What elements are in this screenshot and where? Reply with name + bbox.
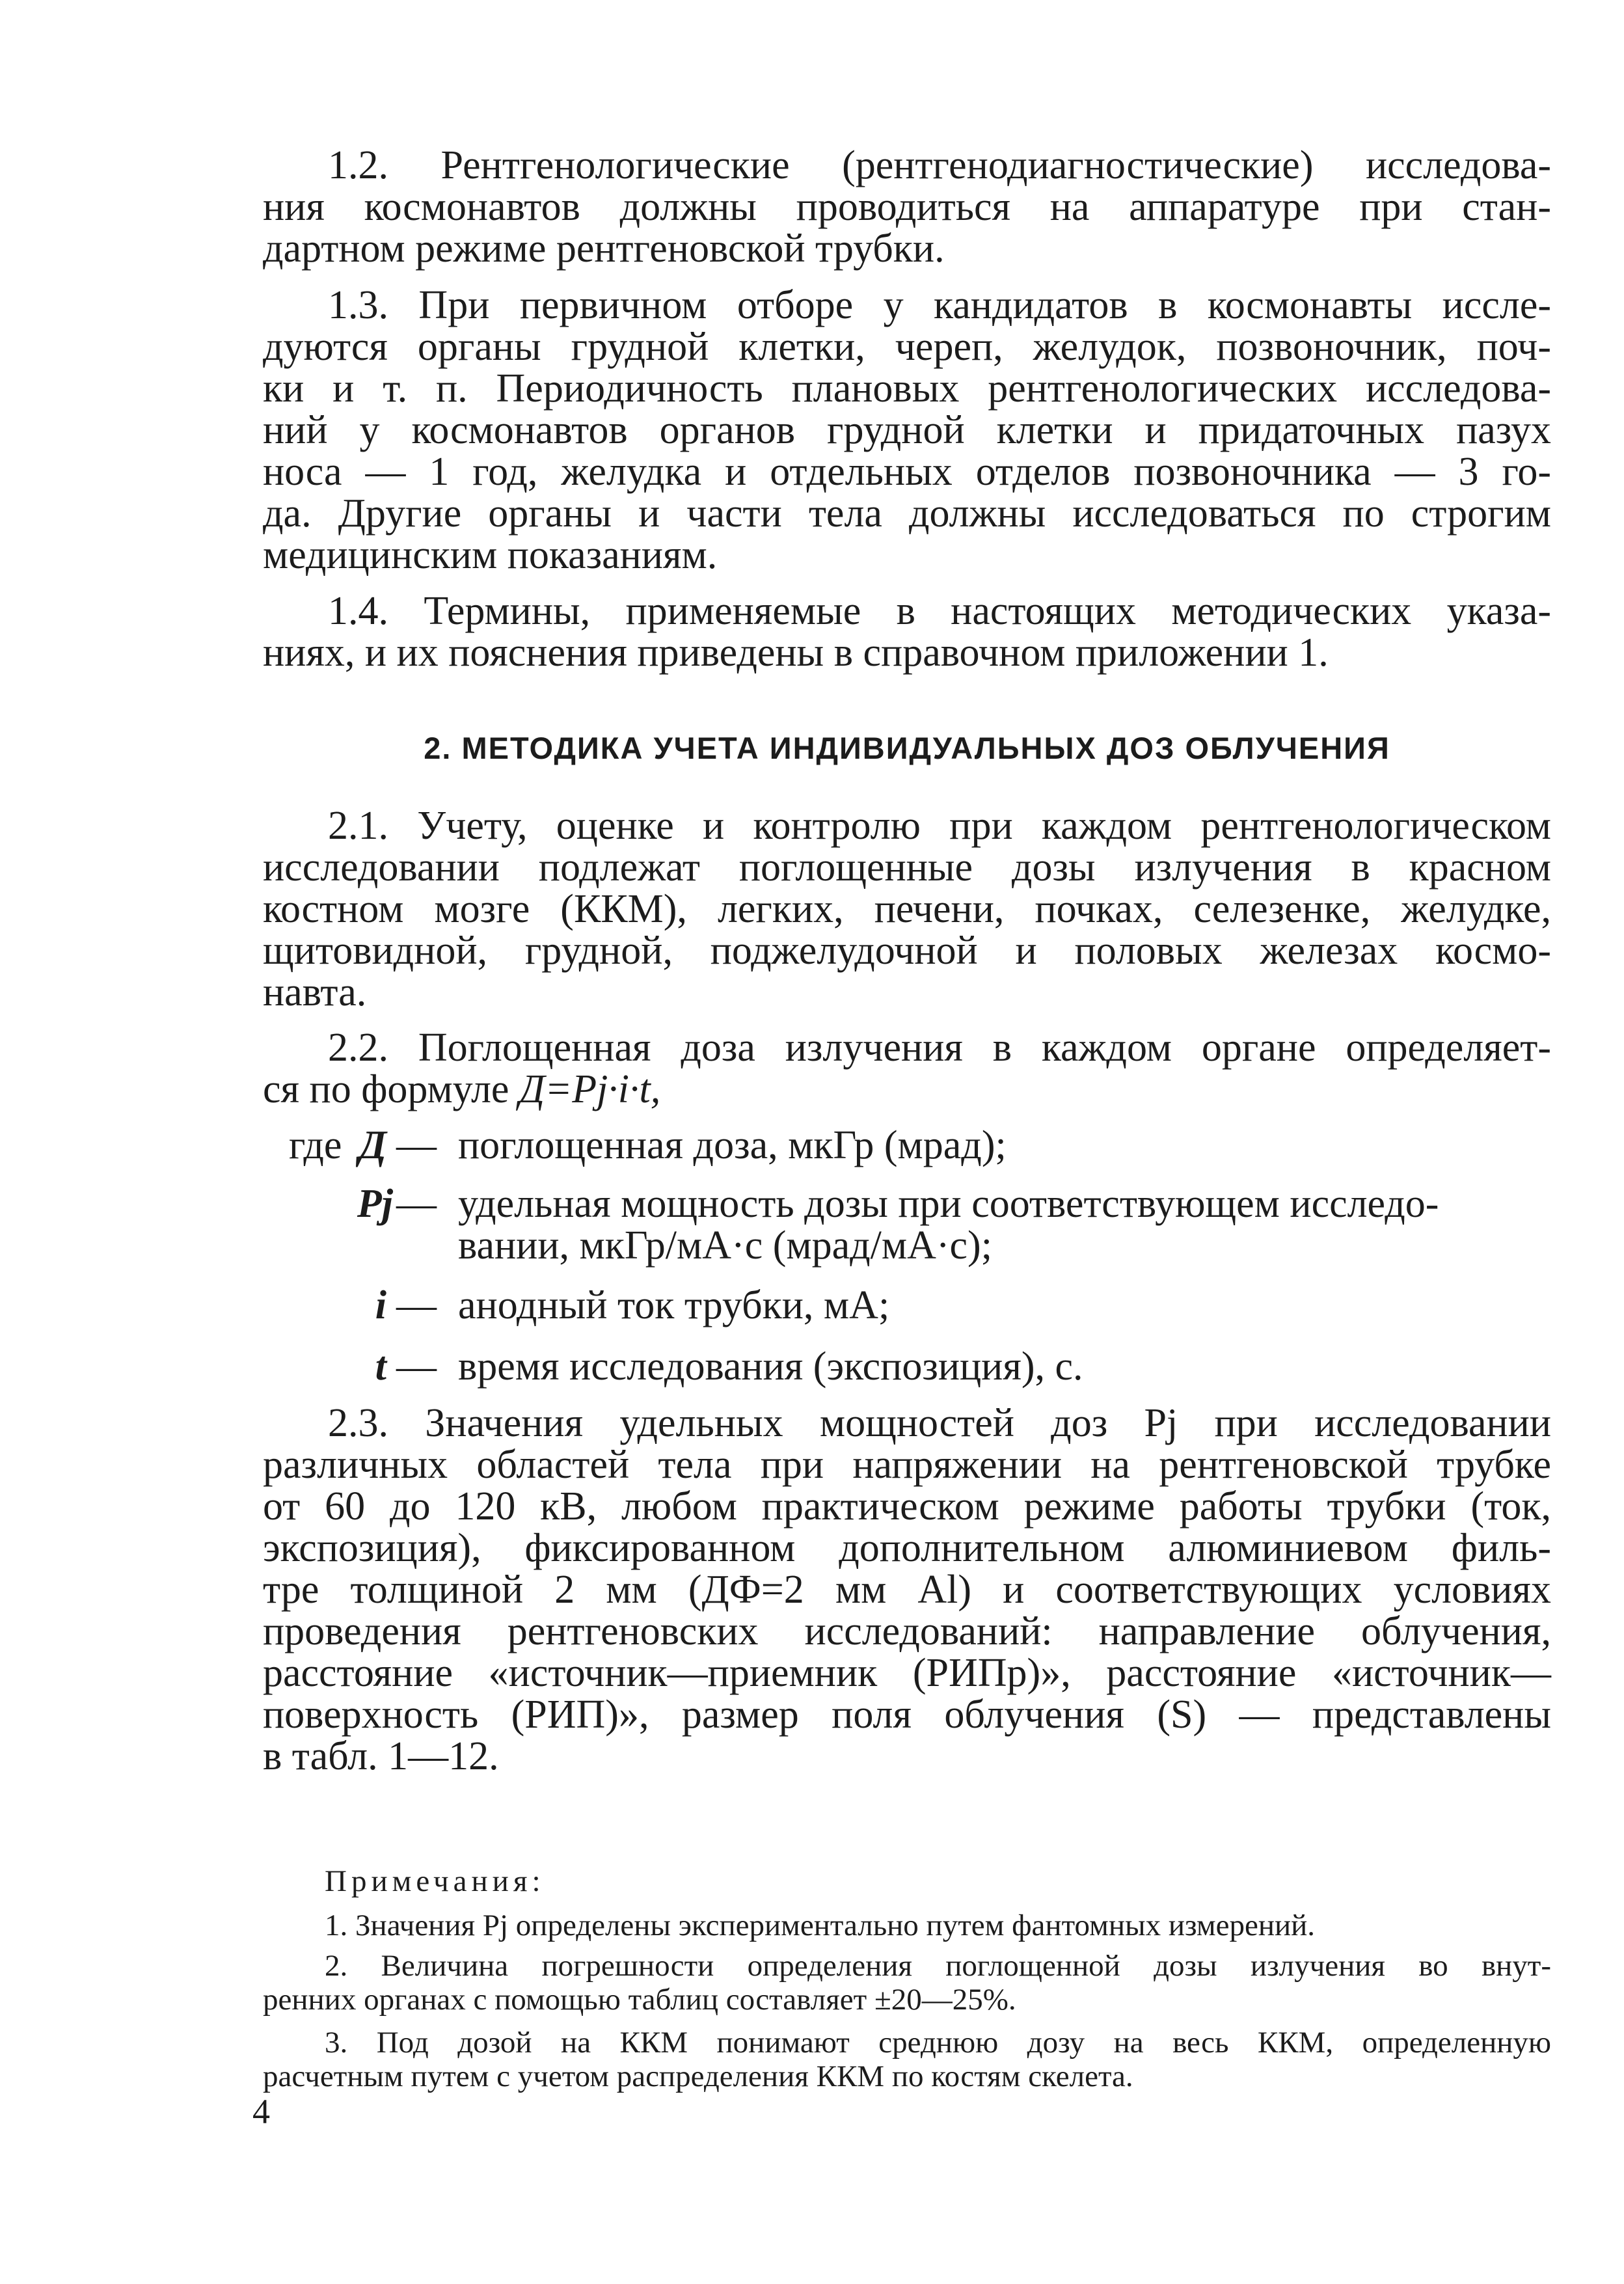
text-line (263, 1068, 1551, 1110)
note-item (263, 1949, 1551, 2017)
text-line: тре толщиной 2 мм (ДФ=2 мм Al) и соответствующих условиях (263, 1568, 1551, 1612)
text-line: да. Другие органы и части тела должны исследоваться по строгим (263, 491, 1551, 536)
notes-block (263, 1864, 1551, 2093)
text-line: носа — 1 год, желудка и отдельных отделов позвоночника — 3 го- (263, 450, 1551, 494)
text-line: щитовидной, грудной, поджелудочной и половых железах космо- (263, 929, 1551, 973)
def-dash: — (396, 1182, 437, 1226)
def-symbol: Д (359, 1123, 386, 1167)
def-dash: — (396, 1344, 437, 1389)
text-line: дуются органы грудной клетки, череп, желудок, позвоночник, поч- (263, 325, 1551, 369)
text-line: 1.2. Рентгенологические (рентгенодиагностические) исследова- (328, 143, 1551, 187)
text-line: в табл. 1—12. (263, 1734, 499, 1778)
section-heading: 2. МЕТОДИКА УЧЕТА ИНДИВИДУАЛЬНЫХ ДОЗ ОБЛУЧЕНИЯ (424, 731, 1390, 765)
text-line: ний у космонавтов органов грудной клетки и придаточных пазух (263, 408, 1551, 452)
page-number: 4 (252, 2092, 270, 2131)
paragraph-2-2 (263, 1027, 1551, 1110)
def-text: анодный ток трубки, мА; (458, 1283, 890, 1327)
text-line: 2.1. Учету, оценке и контролю при каждом рентгенологическом (328, 804, 1551, 848)
formula-lead-text: ся по формуле (263, 1067, 509, 1111)
text-line: навта. (263, 970, 367, 1014)
paragraph-1-4 (263, 590, 1551, 673)
text-line: 1.3. При первичном отборе у кандидатов в космонавты иссле- (328, 283, 1551, 327)
def-symbol: Pj (357, 1182, 393, 1226)
text-line: ки и т. п. Периодичность плановых рентгенологических исследова- (263, 366, 1551, 411)
text-line: 1.4. Термины, применяемые в настоящих методических указа- (328, 589, 1551, 633)
text-line: ниях, и их пояснения приведены в справочном приложении 1. (263, 631, 1329, 675)
def-symbol: t (375, 1344, 386, 1389)
text-line: 2.3. Значения удельных мощностей доз Pj при исследовании (328, 1401, 1551, 1445)
text-line: поверхность (РИП)», размер поля облучения (S) — представлены (263, 1693, 1551, 1737)
def-dash: — (396, 1123, 437, 1167)
text-line: костном мозге (ККМ), легких, печени, почках, селезенке, желудке, (263, 887, 1551, 931)
def-symbol: i (375, 1283, 386, 1327)
text-line: проведения рентгеновских исследований: направление облучения, (263, 1609, 1551, 1653)
note-line: расчетным путем с учетом распределения ККМ по костям скелета. (263, 2060, 1133, 2093)
text-line: от 60 до 120 кВ, любом практическом режиме работы трубки (ток, (263, 1484, 1551, 1529)
formula: Д=Pj·i·t, (519, 1067, 661, 1111)
text-line: различных областей тела при напряжении на рентгеновской трубке (263, 1443, 1551, 1487)
def-text: время исследования (экспозиция), с. (458, 1344, 1083, 1389)
note-line: ренних органах с помощью таблиц составляет ±20—25%. (263, 1983, 1016, 2017)
text-line: исследовании подлежат поглощенные дозы излучения в красном (263, 845, 1551, 890)
text-line: экспозиция), фиксированном дополнительном алюминиевом филь- (263, 1526, 1551, 1570)
note-line: 3. Под дозой на ККМ понимают среднюю дозу на весь ККМ, определенную (325, 2026, 1551, 2060)
paragraph-2-3 (263, 1402, 1551, 1777)
def-dash: — (396, 1283, 437, 1327)
text-line: расстояние «источник—приемник (РИПр)», расстояние «источник— (263, 1651, 1551, 1695)
note-item (263, 1909, 1551, 1942)
text-line: 2.2. Поглощенная доза излучения в каждом органе определяет- (328, 1026, 1551, 1070)
note-line: 2. Величина погрешности определения поглощенной дозы излучения во внут- (325, 1949, 1551, 1983)
paragraph-2-1 (263, 805, 1551, 1013)
defs-intro: где (289, 1123, 342, 1167)
note-line: 1. Значения Pj определены экспериментально путем фантомных измерений. (325, 1909, 1316, 1942)
note-item (263, 2026, 1551, 2093)
def-text: поглощенная доза, мкГр (мрад); (458, 1123, 1007, 1167)
text-line: дартном режиме рентгеновской трубки. (263, 226, 945, 271)
notes-title: Примечания: (325, 1864, 545, 1898)
paragraph-1-3 (263, 284, 1551, 576)
text-line: ния космонавтов должны проводиться на аппаратуре при стан- (263, 185, 1551, 229)
def-text: вании, мкГр/мА·с (мрад/мА·с); (458, 1223, 992, 1268)
paragraph-1-2 (263, 144, 1551, 269)
text-line: медицинским показаниям. (263, 533, 718, 577)
def-text: удельная мощность дозы при соответствующем исследо- (458, 1182, 1439, 1226)
